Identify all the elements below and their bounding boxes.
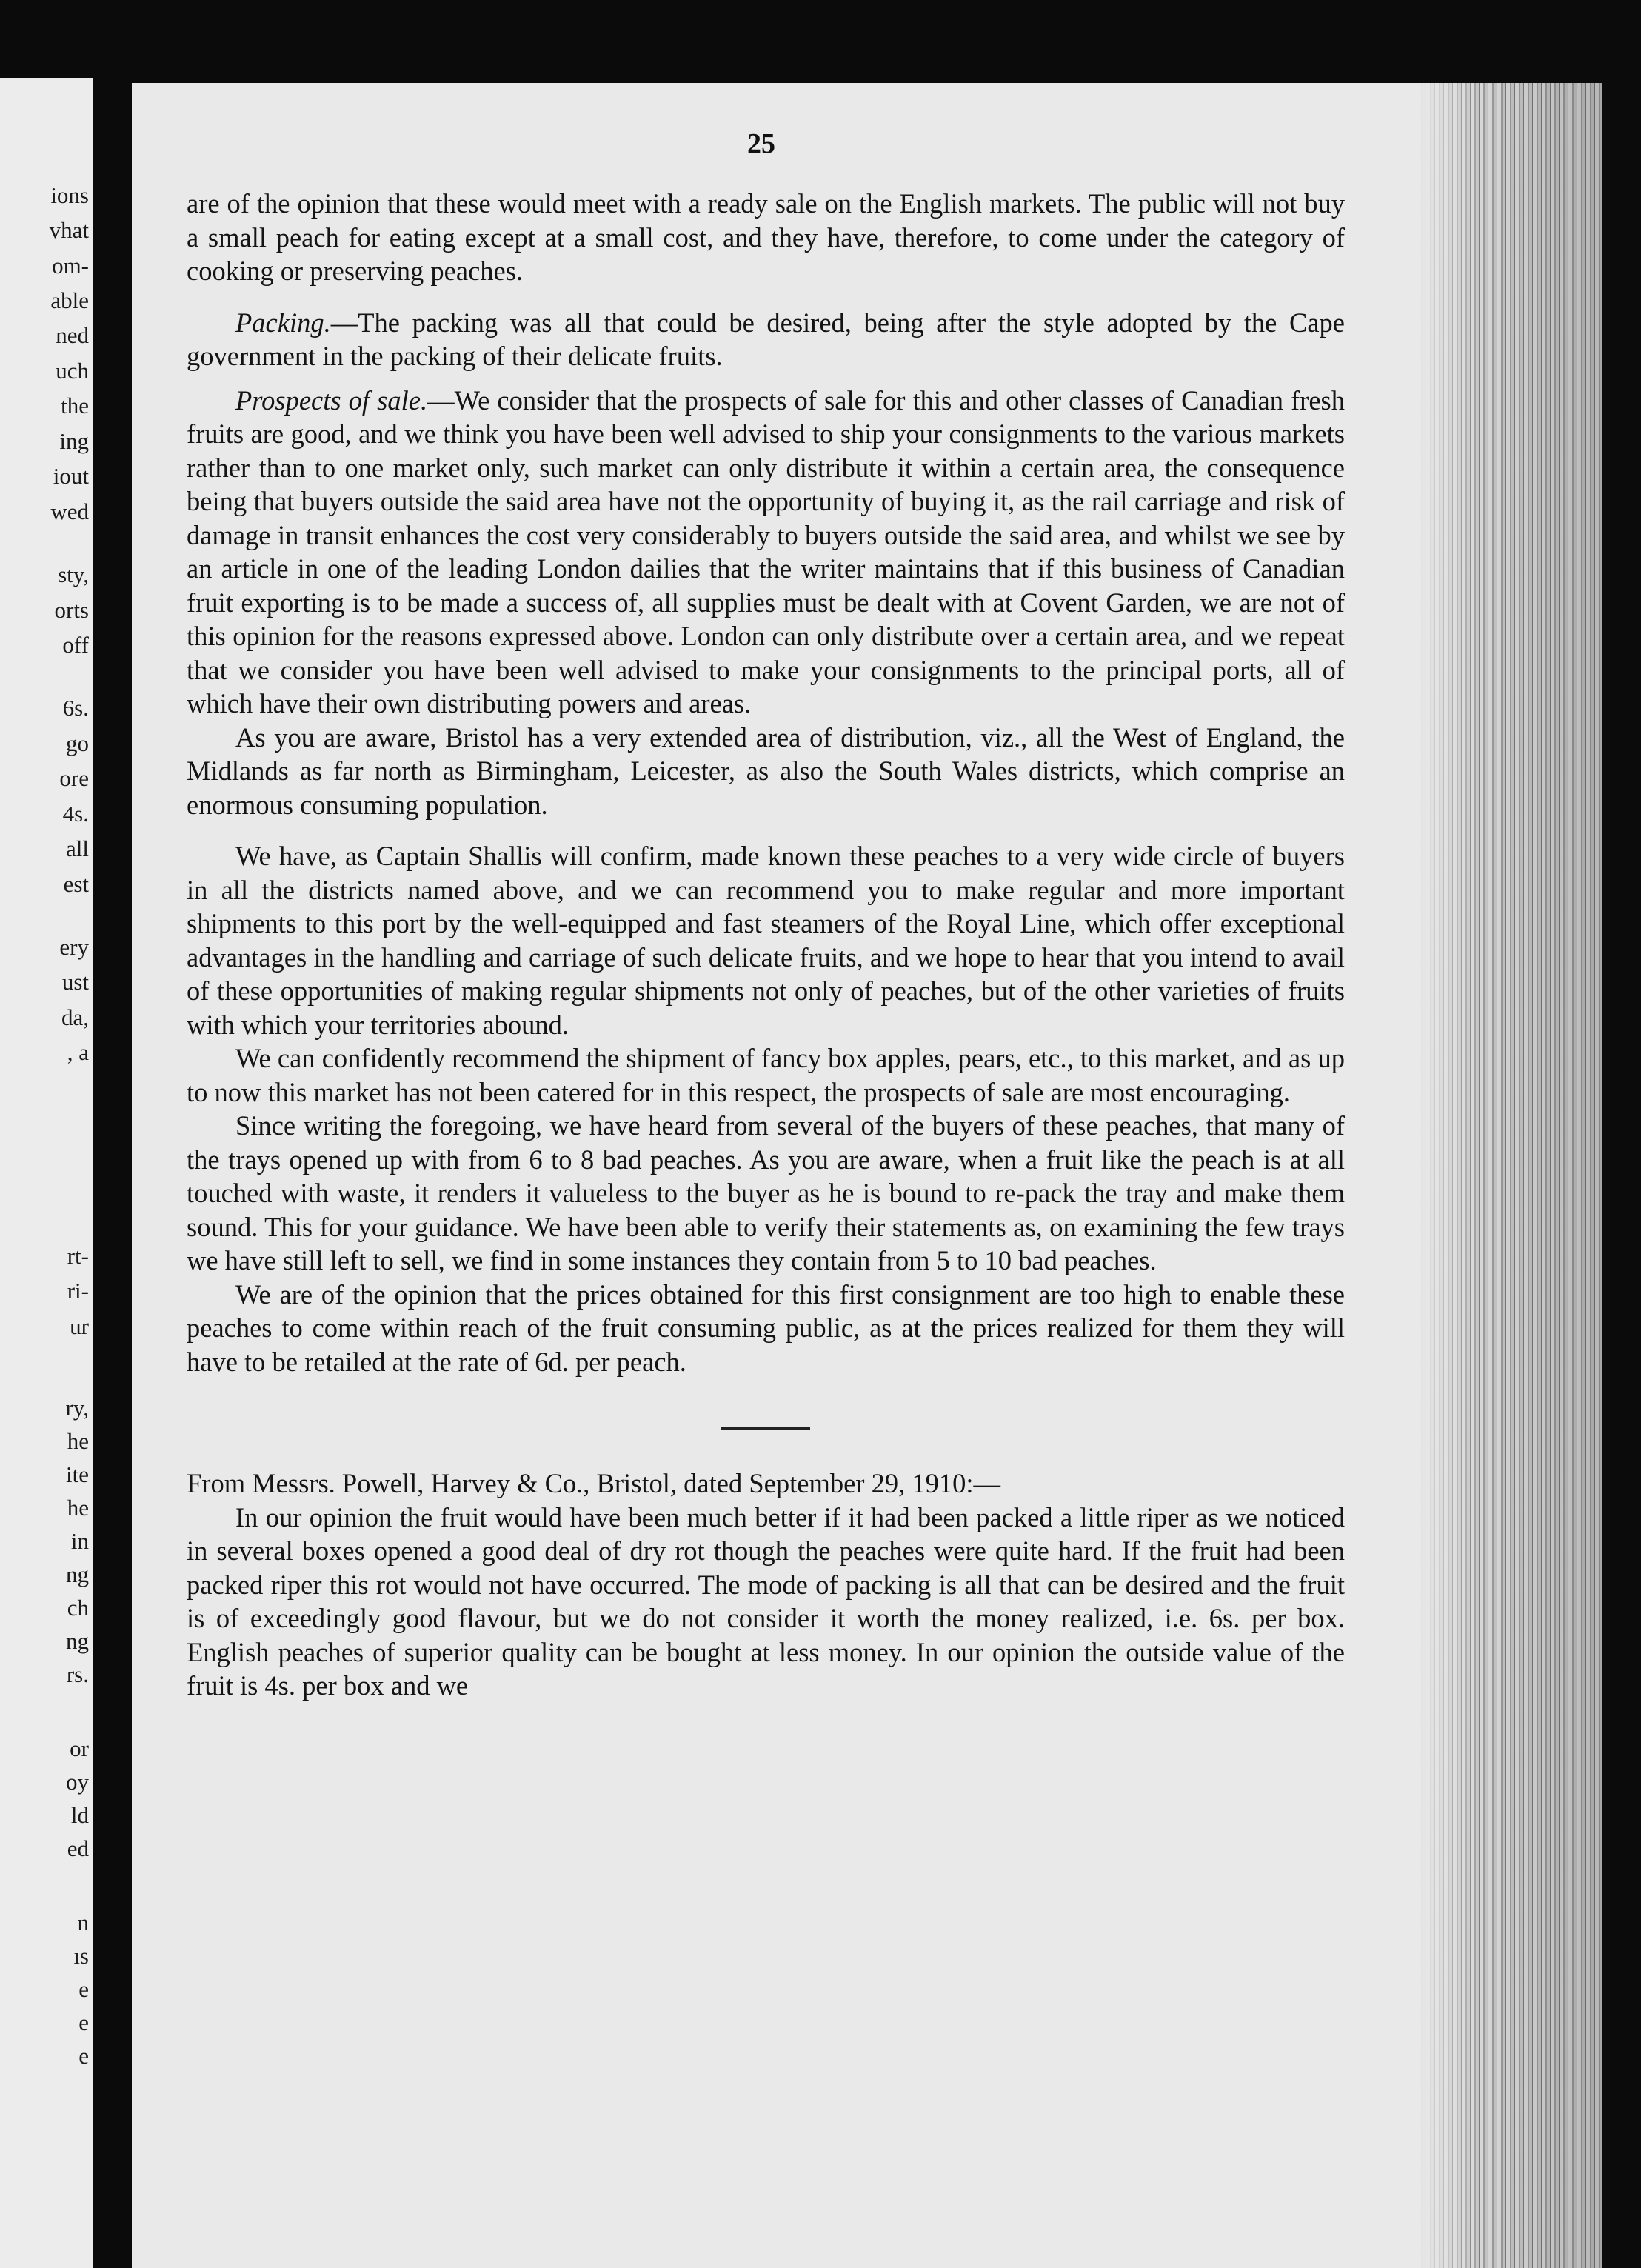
left-page-text-fragment: 6s. — [62, 695, 89, 721]
left-page-text-fragment: rt- — [67, 1243, 89, 1269]
paragraph-bristol-distribution: As you are aware, Bristol has a very extended area of distribution, viz., all the West of England, the Midlands as far north as Birmingham, Leicester, as also the South Wales districts, which comprise an enormous consuming population. — [187, 721, 1345, 820]
left-page-text-fragment: ed — [67, 1835, 89, 1861]
left-page-text-fragment: orts — [54, 597, 89, 623]
left-page-text-fragment: iout — [53, 463, 89, 489]
paragraph-packing — [187, 306, 1345, 373]
left-page-text-fragment: off — [62, 632, 89, 658]
left-page-text-fragment: he — [67, 1495, 89, 1521]
heading-prospects: Prospects of sale. — [235, 384, 428, 416]
letter-source-line: From Messrs. Powell, Harvey & Co., Bristol, dated September 29, 1910:— — [187, 1468, 1000, 1498]
left-page-text-fragment: uch — [56, 358, 89, 384]
left-page-text-fragment: ore — [59, 765, 89, 791]
left-page-text-fragment: om- — [52, 253, 89, 279]
left-page-text-fragment: the — [61, 393, 89, 418]
page-edge-binding — [1417, 83, 1602, 2268]
paragraph-prospects-body: —We consider that the prospects of sale for this and other classes of Canadian fresh fruits are good, and we think you have been well advised to ship your consignments to the various markets rather than to one market only, such market can only distribute it within a certain area, the consequence being that buyers outside the said area have not the opportunity of buying it, as the rail carriage and risk of damage in transit enhances the cost very considerably to buyers outside the said area, and whilst we see by an article in one of the leading London dailies that the writer maintains that if this business of Canadian fruit exporting is to be made a success of, all supplies must be dealt with at Covent Garden, we are not of this opinion for the reasons expressed above. London can only distribute over a certain area, and we repeat that we consider you have been well advised to make your consignments to the principal ports, all of which have their own distributing powers and areas. — [187, 384, 1345, 718]
left-page-text-fragment: ust — [61, 969, 89, 995]
left-page-text-fragment: ite — [66, 1461, 89, 1487]
left-page-text-fragment: da, — [61, 1004, 89, 1030]
paragraph-packing-body: —The packing was all that could be desired, being after the style adopted by the Cape government in the packing of their delicate fruits. — [187, 307, 1345, 371]
paragraph-powell-harvey: In our opinion the fruit would have been much better if it had been packed a little riper as we noticed in several boxes opened a good deal of dry rot though the peaches were quite hard. If the fruit had been packed riper this rot would not have occurred. The mode of packing is all that can be desired and the fruit is of exceedingly good flavour, but we do not consider it worth the money realized, i.e. 6s. per box. English peaches of superior quality can be bought at less money. In our opinion the outside value of the fruit is 4s. per box and we — [187, 1501, 1345, 1701]
left-page-text-fragment: ing — [59, 428, 89, 454]
left-page-text-fragment: ch — [67, 1595, 89, 1621]
left-page-text-fragment: sty, — [58, 561, 89, 587]
left-page-text-fragment: ld — [70, 1802, 89, 1828]
paragraph-fancy-box-apples: We can confidently recommend the shipment of fancy box apples, pears, etc., to this market, and as up to now this market has not been catered for in this respect, the prospects of sale are most encouraging. — [187, 1043, 1345, 1107]
left-page-text-fragment: able — [50, 287, 89, 313]
text-column — [187, 187, 1345, 1703]
left-page-text-fragment: ur — [70, 1313, 89, 1339]
left-page-text-fragment: e — [78, 1976, 89, 2002]
left-page-text-fragment: ions — [50, 182, 89, 208]
paragraph-prices: We are of the opinion that the prices obtained for this first consignment are too high to enable these peaches to come within reach of the fruit consuming public, as at the prices realized for them they will have to be retailed at the rate of 6d. per peach. — [187, 1278, 1345, 1377]
left-page-fragment — [0, 78, 93, 2268]
left-page-text-fragment: ng — [66, 1628, 89, 1654]
left-page-text-fragment: or — [70, 1735, 89, 1761]
left-page-text-fragment: all — [66, 836, 89, 861]
paragraph-prospects — [187, 384, 1345, 721]
left-page-text-fragment: oy — [66, 1769, 89, 1795]
left-page-text-fragment: 4s. — [62, 801, 89, 827]
left-page-text-fragment: ry, — [65, 1395, 89, 1421]
left-page-text-fragment: ng — [66, 1561, 89, 1587]
left-page-text-fragment: ri- — [67, 1278, 89, 1304]
heading-packing: Packing. — [235, 307, 331, 338]
left-page-text-fragment: ned — [56, 322, 89, 348]
section-divider — [721, 1427, 810, 1430]
left-page-text-fragment: n — [77, 1910, 89, 1935]
left-page-text-fragment: e — [78, 2043, 89, 2069]
left-page-text-fragment: ery — [59, 934, 89, 960]
left-page-text-fragment: e — [78, 2009, 89, 2035]
left-page-text-fragment: vhat — [49, 217, 89, 243]
paragraph-bad-peaches: Since writing the foregoing, we have heard from several of the buyers of these peaches, that many of the trays opened up with from 6 to 8 bad peaches. As you are aware, when a fruit like the peach is at all touched with waste, it renders it valueless to the buyer as he is bound to re-pack the tray and make them sound. This for your guidance. We have been able to verify their statements as, on examining the few trays we have still left to sell, we find in some instances they contain from 5 to 10 bad peaches. — [187, 1110, 1345, 1275]
left-page-text-fragment: rs. — [66, 1661, 89, 1687]
left-page-text-fragment: , a — [67, 1039, 89, 1065]
left-page-text-fragment: wed — [50, 498, 89, 524]
left-page-text-fragment: go — [66, 730, 89, 756]
page-number: 25 — [747, 128, 775, 159]
left-page-text-fragment: ıs — [73, 1943, 89, 1969]
left-page-text-fragment: he — [67, 1428, 89, 1454]
paragraph-captain-shallis: We have, as Captain Shallis will confirm, made known these peaches to a very wide circle of buyers in all the districts named above, and we can recommend you to make regular and more important shipments to this port by the well-equipped and fast steamers of the Royal Line, which offer exceptional advantages in the handling and carriage of such delicate fruits, and we hope to hear that you intend to avail of these opportunities of making regular shipments not only of peaches, but of the other varieties of fruits with which your territories abound. — [187, 841, 1345, 1040]
left-page-text-fragment: in — [70, 1528, 89, 1554]
document-page — [132, 83, 1602, 2268]
paragraph-continued: are of the opinion that these would meet with a ready sale on the English markets. The public will not buy a small peach for eating except at a small cost, and they have, therefore, to come under the category of cooking or preserving peaches. — [187, 188, 1345, 286]
left-page-text-fragment: est — [63, 871, 89, 897]
